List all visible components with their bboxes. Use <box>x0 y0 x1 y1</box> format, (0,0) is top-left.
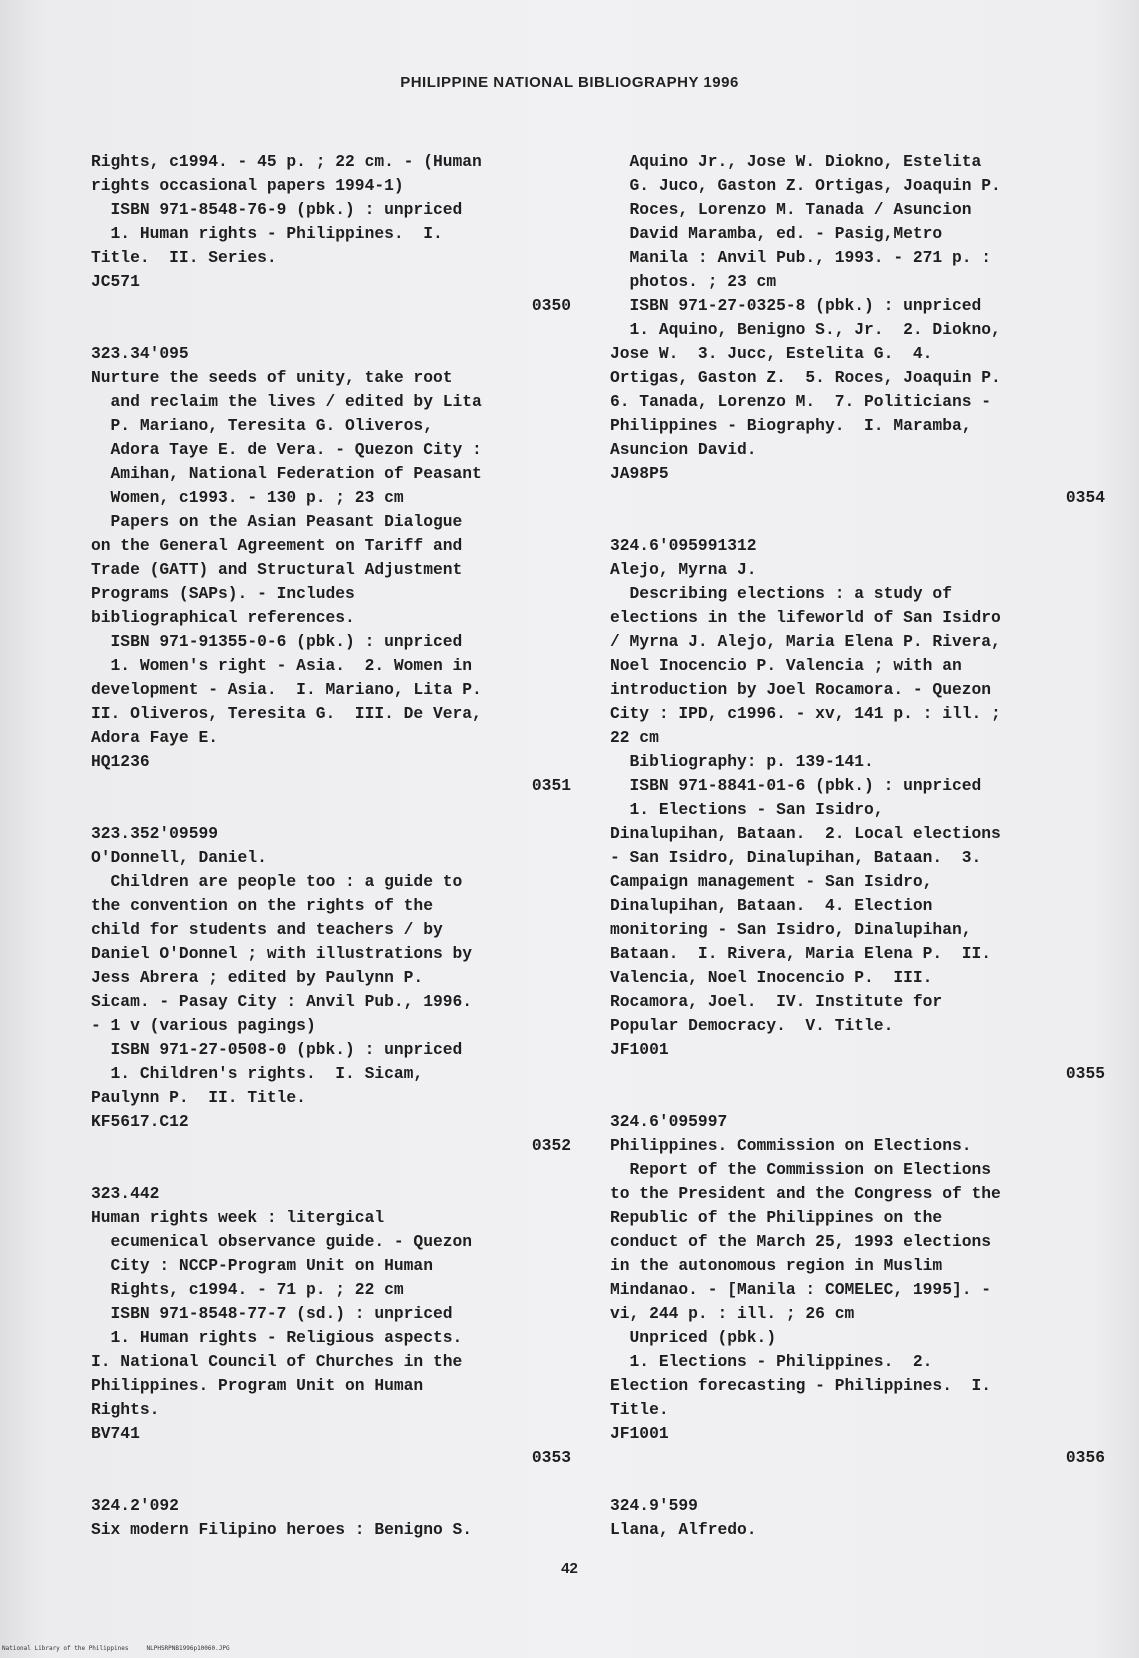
entry-line: City : IPD, c1996. - xv, 141 p. : ill. ; <box>610 704 1001 723</box>
entry-line: 324.6'095997 <box>610 1112 728 1131</box>
entry-line: Noel Inocencio P. Valencia ; with an <box>610 656 962 675</box>
entry-line: Valencia, Noel Inocencio P. III. <box>610 968 933 987</box>
entry-line: 6. Tanada, Lorenzo M. 7. Politicians - <box>610 392 992 411</box>
entry-line: Dinalupihan, Bataan. 4. Election <box>610 896 933 915</box>
entry-line: vi, 244 p. : ill. ; 26 cm <box>610 1304 855 1323</box>
entry-line: elections in the lifeworld of San Isidro <box>610 608 1001 627</box>
entry-line: Paulynn P. II. Title. <box>91 1088 306 1107</box>
entry-line: Nurture the seeds of unity, take root <box>91 368 453 387</box>
entry-number: 0351 <box>531 776 571 795</box>
entry-line: Popular Democracy. V. Title. <box>610 1016 894 1035</box>
entry-number: 0355 <box>1065 1064 1105 1083</box>
entry-line: 324.2'092 <box>91 1496 179 1515</box>
entry-line: ecumenical observance guide. - Quezon <box>91 1232 473 1251</box>
entry-line: Alejo, Myrna J. <box>610 560 757 579</box>
entry-line: 22 cm <box>610 728 659 747</box>
entry-line: Amihan, National Federation of Peasant <box>91 464 482 483</box>
entry-line: Rocamora, Joel. IV. Institute for <box>610 992 943 1011</box>
entry-line: 1. Human rights - Religious aspects. <box>91 1328 463 1347</box>
entry-line: Six modern Filipino heroes : Benigno S. <box>91 1520 473 1539</box>
bibliographic-entry <box>610 534 1105 1110</box>
entry-line: G. Juco, Gaston Z. Ortigas, Joaquin P. <box>610 176 1001 195</box>
entry-number: 0354 <box>1065 488 1105 507</box>
entry-gap <box>91 1470 571 1494</box>
entry-line: Philippines. Commission on Elections. <box>610 1136 972 1155</box>
entry-line: P. Mariano, Teresita G. Oliveros, <box>91 416 433 435</box>
entry-number: 0352 <box>531 1136 571 1155</box>
entry-line: conduct of the March 25, 1993 elections <box>610 1232 992 1251</box>
bibliographic-entry <box>91 342 571 822</box>
entry-line: Report of the Commission on Elections <box>610 1160 992 1179</box>
entry-line: Dinalupihan, Bataan. 2. Local elections <box>610 824 1001 843</box>
entry-line: - 1 v (various pagings) <box>91 1016 316 1035</box>
entry-line: Ortigas, Gaston Z. 5. Roces, Joaquin P. <box>610 368 1001 387</box>
entry-line: Rights, c1994. - 45 p. ; 22 cm. - (Human <box>91 152 482 171</box>
entry-number: 0353 <box>531 1448 571 1467</box>
entry-line: 1. Aquino, Benigno S., Jr. 2. Diokno, <box>610 320 1001 339</box>
entry-line: Election forecasting - Philippines. I. <box>610 1376 992 1395</box>
entry-line: ISBN 971-91355-0-6 (pbk.) : unpriced <box>91 632 463 651</box>
entry-line: on the General Agreement on Tariff and <box>91 536 463 555</box>
entry-line: Philippines. Program Unit on Human <box>91 1376 424 1395</box>
entry-line: O'Donnell, Daniel. <box>91 848 267 867</box>
bibliographic-entry <box>91 822 571 1182</box>
bibliographic-entry <box>610 1110 1105 1494</box>
entry-line: development - Asia. I. Mariano, Lita P. <box>91 680 482 699</box>
entry-line: Republic of the Philippines on the <box>610 1208 943 1227</box>
entry-line: / Myrna J. Alejo, Maria Elena P. Rivera, <box>610 632 1001 651</box>
entry-line: HQ1236 <box>91 752 150 771</box>
entry-line: David Maramba, ed. - Pasig,Metro <box>610 224 943 243</box>
entry-gap <box>91 1158 571 1182</box>
bibliographic-entry <box>91 1494 571 1542</box>
entry-line: Jess Abrera ; edited by Paulynn P. <box>91 968 424 987</box>
entry-line: Adora Taye E. de Vera. - Quezon City : <box>91 440 482 459</box>
entry-line: introduction by Joel Rocamora. - Quezon <box>610 680 992 699</box>
entry-line: Sicam. - Pasay City : Anvil Pub., 1996. <box>91 992 473 1011</box>
entry-line: Papers on the Asian Peasant Dialogue <box>91 512 463 531</box>
entry-line: JC571 <box>91 272 140 291</box>
entry-gap <box>610 1470 1105 1494</box>
entry-line: II. Oliveros, Teresita G. III. De Vera, <box>91 704 482 723</box>
entry-line: Trade (GATT) and Structural Adjustment <box>91 560 463 579</box>
entry-line: ISBN 971-27-0508-0 (pbk.) : unpriced <box>91 1040 463 1059</box>
entry-line: in the autonomous region in Muslim <box>610 1256 943 1275</box>
entry-line: 1. Children's rights. I. Sicam, <box>91 1064 424 1083</box>
entry-line: Roces, Lorenzo M. Tanada / Asuncion <box>610 200 972 219</box>
entry-line: ISBN 971-8548-76-9 (pbk.) : unpriced <box>91 200 463 219</box>
right-column <box>610 150 1105 1542</box>
entry-line: JF1001 <box>610 1040 669 1059</box>
entry-number: 0350 <box>531 296 571 315</box>
entry-line: monitoring - San Isidro, Dinalupihan, <box>610 920 972 939</box>
entry-line: KF5617.C12 <box>91 1112 189 1131</box>
entry-gap <box>610 1086 1105 1110</box>
bibliographic-entry <box>610 150 1105 534</box>
entry-line: JF1001 <box>610 1424 669 1443</box>
entry-line: Campaign management - San Isidro, <box>610 872 933 891</box>
entry-line: Asuncion David. <box>610 440 757 459</box>
entry-line: 1. Human rights - Philippines. I. <box>91 224 443 243</box>
entry-line: and reclaim the lives / edited by Lita <box>91 392 482 411</box>
entry-line: 1. Women's right - Asia. 2. Women in <box>91 656 473 675</box>
entry-line: 324.9'599 <box>610 1496 698 1515</box>
entry-line: Mindanao. - [Manila : COMELEC, 1995]. - <box>610 1280 992 1299</box>
entry-line: Describing elections : a study of <box>610 584 952 603</box>
entry-line: child for students and teachers / by <box>91 920 443 939</box>
scan-footer: National Library of the Philippines NLPHSRPNB1996p10060.JPG <box>2 1645 230 1652</box>
entry-line: 323.352'09599 <box>91 824 219 843</box>
entry-line: Human rights week : litergical <box>91 1208 385 1227</box>
entry-gap <box>91 798 571 822</box>
entry-line: 323.442 <box>91 1184 160 1203</box>
entry-line: 324.6'095991312 <box>610 536 757 555</box>
entry-line: 1. Elections - Philippines. 2. <box>610 1352 933 1371</box>
entry-line: Aquino Jr., Jose W. Diokno, Estelita <box>610 152 982 171</box>
page-number: 42 <box>561 1560 578 1577</box>
entry-line: Daniel O'Donnel ; with illustrations by <box>91 944 473 963</box>
entry-line: bibliographical references. <box>91 608 355 627</box>
entry-line: the convention on the rights of the <box>91 896 433 915</box>
entry-line: Manila : Anvil Pub., 1993. - 271 p. : <box>610 248 992 267</box>
entry-line: BV741 <box>91 1424 140 1443</box>
entry-line: Rights. <box>91 1400 160 1419</box>
entry-gap <box>610 510 1105 534</box>
entry-line: Children are people too : a guide to <box>91 872 463 891</box>
entry-line: ISBN 971-27-0325-8 (pbk.) : unpriced <box>610 296 982 315</box>
entry-line: Title. <box>610 1400 669 1419</box>
entry-line: photos. ; 23 cm <box>610 272 777 291</box>
entry-line: Programs (SAPs). - Includes <box>91 584 355 603</box>
entry-line: Women, c1993. - 130 p. ; 23 cm <box>91 488 404 507</box>
entry-line: ISBN 971-8548-77-7 (sd.) : unpriced <box>91 1304 453 1323</box>
entry-line: Adora Faye E. <box>91 728 219 747</box>
entry-line: ISBN 971-8841-01-6 (pbk.) : unpriced <box>610 776 982 795</box>
entry-line: I. National Council of Churches in the <box>91 1352 463 1371</box>
entry-gap <box>91 318 571 342</box>
entry-line: Llana, Alfredo. <box>610 1520 757 1539</box>
entry-line: City : NCCP-Program Unit on Human <box>91 1256 433 1275</box>
entry-line: Bataan. I. Rivera, Maria Elena P. II. <box>610 944 992 963</box>
entry-line: to the President and the Congress of the <box>610 1184 1001 1203</box>
left-column <box>91 150 571 1542</box>
entry-number: 0356 <box>1065 1448 1105 1467</box>
bibliographic-entry <box>610 1494 1105 1542</box>
bibliographic-entry <box>91 150 571 342</box>
entry-line: JA98P5 <box>610 464 669 483</box>
page-header: PHILIPPINE NATIONAL BIBLIOGRAPHY 1996 <box>400 74 739 91</box>
entry-line: Bibliography: p. 139-141. <box>610 752 874 771</box>
bibliographic-entry <box>91 1182 571 1494</box>
entry-line: - San Isidro, Dinalupihan, Bataan. 3. <box>610 848 982 867</box>
entry-line: 1. Elections - San Isidro, <box>610 800 884 819</box>
entry-line: Unpriced (pbk.) <box>610 1328 777 1347</box>
entry-line: Title. II. Series. <box>91 248 277 267</box>
entry-line: 323.34'095 <box>91 344 189 363</box>
entry-line: Philippines - Biography. I. Maramba, <box>610 416 972 435</box>
entry-line: rights occasional papers 1994-1) <box>91 176 404 195</box>
entry-line: Jose W. 3. Jucc, Estelita G. 4. <box>610 344 933 363</box>
entry-line: Rights, c1994. - 71 p. ; 22 cm <box>91 1280 404 1299</box>
